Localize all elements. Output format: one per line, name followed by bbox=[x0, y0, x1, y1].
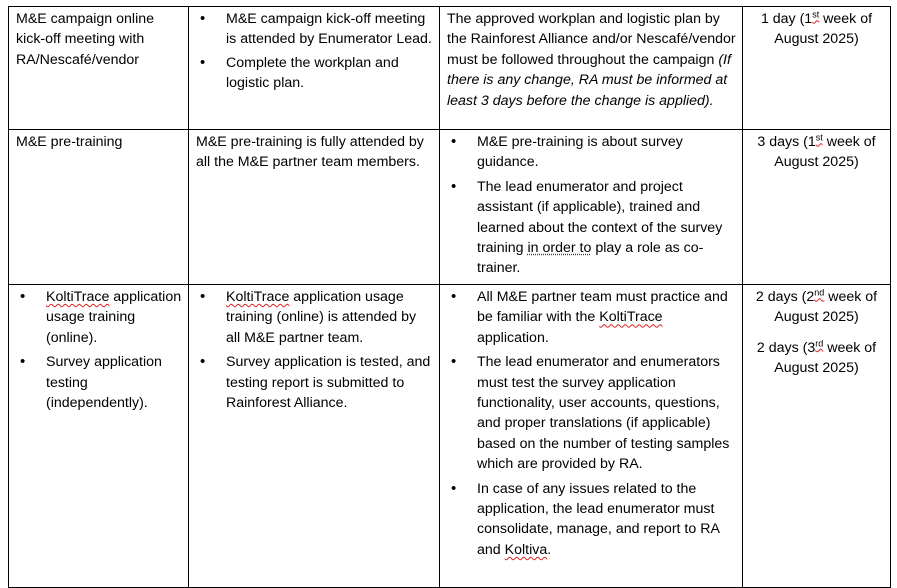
list-item: • Survey application testing (independently). bbox=[46, 352, 182, 413]
notes-list bbox=[447, 287, 736, 560]
timing-text: 2 days (2nd week of August 2025) bbox=[755, 287, 878, 326]
output-list bbox=[196, 9, 433, 94]
list-item: • The lead enumerator and project assistant (if applicable), trained and learned about the context of the survey training in order to play a role as co-trainer. bbox=[477, 177, 736, 279]
table-row bbox=[9, 285, 891, 588]
list-item: • The lead enumerator and enumerators must test the survey application functionality, user accounts, questions, and proper translations (if applicable) based on the number of testing samples which are provided by RA. bbox=[477, 352, 736, 474]
timing-text: 3 days (1st week of August 2025) bbox=[757, 132, 876, 171]
timing-text: 2 days (3rd week of August 2025) bbox=[756, 338, 877, 377]
activity-cell bbox=[9, 285, 189, 588]
spacer bbox=[745, 328, 888, 338]
list-item: • All M&E partner team must practice and be familiar with the KoltiTrace application. bbox=[477, 287, 736, 348]
activity-list bbox=[16, 287, 182, 413]
timing-cell bbox=[743, 285, 891, 588]
output-cell bbox=[189, 130, 440, 285]
output-text: M&E pre-training is fully attended by all the M&E partner team members. bbox=[196, 134, 424, 171]
notes-cell bbox=[440, 130, 743, 285]
list-item: • In case of any issues related to the application, the lead enumerator must consolidate, manage, and report to RA and Koltiva. bbox=[477, 479, 736, 561]
timing-cell bbox=[743, 130, 891, 285]
notes-list bbox=[447, 132, 736, 279]
timing-cell bbox=[743, 7, 891, 130]
output-cell bbox=[189, 285, 440, 588]
workplan-table bbox=[8, 6, 891, 588]
output-cell bbox=[189, 7, 440, 130]
notes-text: The approved workplan and logistic plan by the Rainforest Alliance and/or Nescafé/vendor must be followed throughout the campaign bbox=[447, 11, 736, 68]
notes-cell bbox=[440, 7, 743, 130]
notes-italic-text: (If there is any change, RA must be informed at least 3 days before the change is applied). bbox=[447, 51, 731, 109]
list-item: • KoltiTrace application usage training (online). bbox=[46, 287, 182, 348]
activity-cell bbox=[9, 7, 189, 130]
list-item: • Complete the workplan and logistic plan. bbox=[226, 53, 433, 94]
list-item: • Survey application is tested, and testing report is submitted to Rainforest Alliance. bbox=[226, 352, 433, 413]
output-list bbox=[196, 287, 433, 413]
notes-cell bbox=[440, 285, 743, 588]
activity-cell bbox=[9, 130, 189, 285]
timing-text: 1 day (1st week of August 2025) bbox=[760, 9, 873, 48]
table-row bbox=[9, 7, 891, 130]
list-item: • M&E pre-training is about survey guidance. bbox=[477, 132, 736, 173]
list-item: • KoltiTrace application usage training (online) is attended by all M&E partner team. bbox=[226, 287, 433, 348]
activity-text: M&E pre-training bbox=[16, 134, 123, 150]
activity-text: M&E campaign online kick-off meeting with RA/Nescafé/vendor bbox=[16, 11, 155, 68]
table-row bbox=[9, 130, 891, 285]
list-item: • M&E campaign kick-off meeting is attended by Enumerator Lead. bbox=[226, 9, 433, 50]
